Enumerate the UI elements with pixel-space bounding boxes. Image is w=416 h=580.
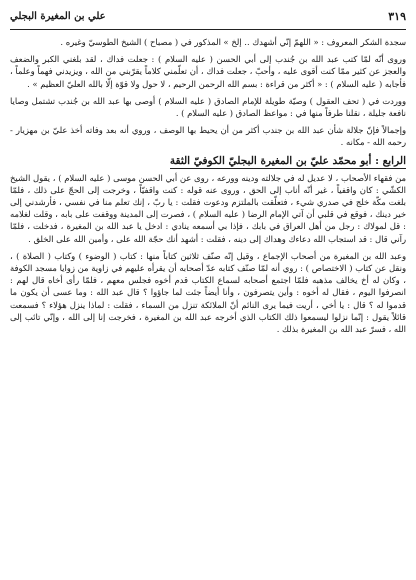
running-title: علي بن المغيرة البجلي xyxy=(10,10,106,22)
paragraph: وإجمالاً فإنّ جلالة شأن عبد الله بن جندب أكثر من أن يحيط بها الوصف ، وروي أنه بعد وفاته أخذ عليّ بن مهزيار - رحمه الله - مكانه . xyxy=(10,125,406,148)
paragraph: من فقهاء الأصحاب ، لا عديل له في جلالته ودينه وورعه ، روى عن أبي الحسن موسى ( عليه السلام ) ، يقول الشيخ الكشّي : كان واقفياً ، غير أنّه أناب إلى الحق ، وروى عنه قوله : كنت واقفيّاً ، وخرجت إلى الحجّ على ذلك ، فلمّا بلغت مكّة خلج في صدري شيء ، فتعلّقت بالملتزم ودعوت فقلت : يا ربّ ، إنك تعلم منا في نفسي ، فأرشدني إلى خير دينك ، فوقع في قلبي أن آتي الإمام الرضا ( عليه السلام ) ، فصرت إلى المدينة ووقفت على بابه ، وقلت لغلامه : قل لمولاك : رجل من أهل العراق في بابك ، فإذا بي أسمعه ينادي : ادخل يا عبد الله بن المغيرة ، فدخلت ، فلمّا رآني قال : قد استجاب الله دعاءك وهداك إلى دينه ، فقلت : أشهد أنك حجّة الله على ، وأمين الله على الخلق . xyxy=(10,172,406,244)
running-head xyxy=(10,6,406,26)
section-heading xyxy=(10,154,406,168)
paragraph: سجدة الشكر المعروف : « اللهمّ إنّي أشهدك .. إلخ » المذكور في ( مصباح ) الشيخ الطوسيّ وغيره . xyxy=(60,37,406,47)
paragraph: ووردت في ( تحف العقول ) وصيّة طويلة للإمام الصادق ( عليه السلام ) أوصى بها عبد الله بن جُندب تشتمل وصايا نافعة جليلة ، نقلنا طرفاً منها في : مواعظ الصادق ( عليه السلام ) . xyxy=(10,95,406,119)
paragraph: وروى أنّه لمّا كتب عبد الله بن جُندب إلى أبي الحسن ( عليه السلام ) : جعلت فداك ، لقد بلغني الكبر والضعف والعجز عن كثير ممّا كنت أقوى عليه ، وأحبّ ، جعلت فداك ، أن تعلّمني كلاماً يقرّبني من الله ، ويزيدني فهماً وعلماً ، فأجابه ( عليه السلام ) : « أكثر من قراءة : بسم الله الرحمن الرحيم ، لا حول ولا قوّة إلّا بالله العليّ العظيم » . xyxy=(10,54,406,89)
header-rule xyxy=(10,29,406,30)
section-heading-text: الرابع : أبو محمّد عليّ بن المغيرة البجليّ الكوفيّ الثقة xyxy=(169,154,406,167)
page-number: ٣١٩ xyxy=(388,9,406,23)
page-body xyxy=(10,36,406,335)
paragraph: وعبد الله بن المغيرة من أصحاب الإجماع ، وقيل إنّه صنّف ثلاثين كتاباً منها : كتاب ( الوضوء ) وكتاب ( الصلاة ) ، ونقل عن كتاب ( الاختصاص ) : روي أنه لمّا صنّف كتابه عدّ أصحابه أن يقرأه عليهم في زاوية من زوايا مسجد الكوفة ، وكان له أخ يخالف مذهبه فلمّا اجتمع أصحابه لسماع الكتاب قدم أخوه فجلس معهم ، فلمّا رأى أخاه قال لهم : انصرفوا اليوم ، فقال له أخوه : وأين يتصرفون ، وأنا أيضاً جئت لما جاؤوا ؟ قال عبد الله : وما عسى أن يكون ما قدموا له ؟ قال : يا أخي ، أريت فيما يرى النائم أنّ الملائكة تنزل من السماء ، فقلت : لماذا ينزل هؤلاء ؟ فسمعت قائلاً يقول : إنّما نزلوا ليسمعوا ذلك الكتاب الذي أخرجه عبد الله بن المغيرة ، فخرجت إنا إلى الله ، وإنّي تائب إلى الله ، فسرّ عبد الله بن المغيرة بذلك . xyxy=(10,250,406,335)
